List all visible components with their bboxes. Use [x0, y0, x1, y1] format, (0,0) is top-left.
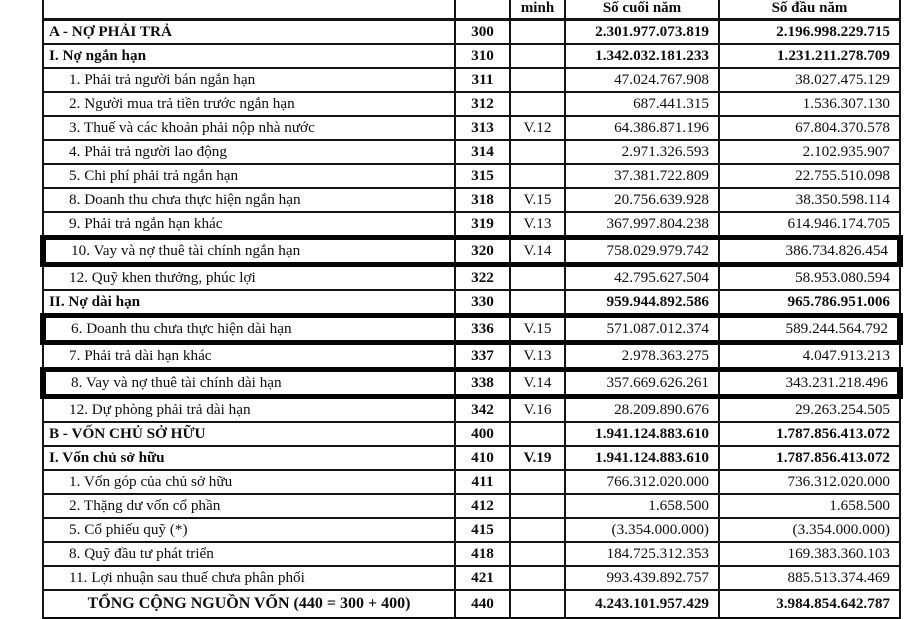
cell-item-name: 1. Phải trả người bán ngắn hạn [43, 68, 455, 92]
cell-end-of-year: 42.795.627.504 [565, 265, 719, 291]
table-row [43, 44, 900, 68]
cell-code: 300 [455, 20, 510, 45]
cell-note [510, 164, 565, 188]
cell-code: 320 [455, 238, 510, 265]
header-note-column: minh [510, 0, 565, 20]
cell-code: 412 [455, 494, 510, 518]
cell-end-of-year: 993.439.892.757 [565, 566, 719, 590]
table-row [43, 566, 900, 590]
cell-item-name: II. Nợ dài hạn [43, 290, 455, 316]
table-row [43, 188, 900, 212]
cell-note: V.13 [510, 212, 565, 238]
cell-code: 338 [455, 370, 510, 397]
table-row [43, 397, 900, 423]
cell-begin-of-year: 1.231.211.278.709 [719, 44, 900, 68]
cell-begin-of-year: 589.244.564.792 [719, 316, 900, 343]
cell-end-of-year: 1.941.124.883.610 [565, 422, 719, 446]
header-code-column [455, 0, 510, 20]
cell-begin-of-year: 169.383.360.103 [719, 542, 900, 566]
cell-item-name: 2. Người mua trả tiền trước ngắn hạn [43, 92, 455, 116]
cell-note [510, 494, 565, 518]
cell-end-of-year: 2.301.977.073.819 [565, 20, 719, 45]
cell-code: 418 [455, 542, 510, 566]
cell-code: 315 [455, 164, 510, 188]
cell-end-of-year: 1.342.032.181.233 [565, 44, 719, 68]
header-begin-of-year-column: Số đầu năm [719, 0, 900, 20]
cell-end-of-year: 367.997.804.238 [565, 212, 719, 238]
header-end-of-year-column: Số cuối năm [565, 0, 719, 20]
cell-note: V.12 [510, 116, 565, 140]
cell-begin-of-year: 38.350.598.114 [719, 188, 900, 212]
cell-item-name: 5. Chi phí phải trả ngắn hạn [43, 164, 455, 188]
cell-item-name: B - VỐN CHỦ SỞ HỮU [43, 422, 455, 446]
cell-item-name: 8. Vay và nợ thuê tài chính dài hạn [43, 370, 455, 397]
cell-note [510, 470, 565, 494]
cell-item-name: 12. Quỹ khen thưởng, phúc lợi [43, 265, 455, 291]
cell-note [510, 518, 565, 542]
cell-code: 440 [455, 590, 510, 619]
cell-code: 314 [455, 140, 510, 164]
cell-begin-of-year: 3.984.854.642.787 [719, 590, 900, 619]
cell-begin-of-year: (3.354.000.000) [719, 518, 900, 542]
cell-end-of-year: 4.243.101.957.429 [565, 590, 719, 619]
cell-item-name: 11. Lợi nhuận sau thuế chưa phân phối [43, 566, 455, 590]
cell-code: 322 [455, 265, 510, 291]
cell-item-name: 4. Phải trả người lao động [43, 140, 455, 164]
cell-code: 342 [455, 397, 510, 423]
cell-end-of-year: 184.725.312.353 [565, 542, 719, 566]
cell-begin-of-year: 22.755.510.098 [719, 164, 900, 188]
cell-note [510, 92, 565, 116]
balance-sheet-table [40, 0, 903, 619]
cell-end-of-year: (3.354.000.000) [565, 518, 719, 542]
cell-begin-of-year: 386.734.826.454 [719, 238, 900, 265]
cell-item-name: TỔNG CỘNG NGUỒN VỐN (440 = 300 + 400) [43, 590, 455, 619]
cell-note: V.16 [510, 397, 565, 423]
table-row [43, 140, 900, 164]
cell-item-name: 12. Dự phòng phải trả dài hạn [43, 397, 455, 423]
cell-end-of-year: 758.029.979.742 [565, 238, 719, 265]
table-row [43, 92, 900, 116]
cell-code: 410 [455, 446, 510, 470]
cell-code: 310 [455, 44, 510, 68]
cell-end-of-year: 64.386.871.196 [565, 116, 719, 140]
cell-code: 330 [455, 290, 510, 316]
cell-begin-of-year: 736.312.020.000 [719, 470, 900, 494]
cell-note [510, 68, 565, 92]
header-item-column [43, 0, 455, 20]
cell-end-of-year: 959.944.892.586 [565, 290, 719, 316]
cell-note: V.15 [510, 316, 565, 343]
table-row [43, 446, 900, 470]
cell-code: 421 [455, 566, 510, 590]
cell-begin-of-year: 4.047.913.213 [719, 343, 900, 370]
cell-note [510, 422, 565, 446]
cell-end-of-year: 571.087.012.374 [565, 316, 719, 343]
table-row [43, 422, 900, 446]
cell-code: 312 [455, 92, 510, 116]
cell-item-name: 3. Thuế và các khoản phải nộp nhà nước [43, 116, 455, 140]
cell-item-name: 8. Doanh thu chưa thực hiện ngắn hạn [43, 188, 455, 212]
cell-note [510, 44, 565, 68]
cell-note: V.14 [510, 370, 565, 397]
cell-code: 400 [455, 422, 510, 446]
cell-item-name: 9. Phải trả ngắn hạn khác [43, 212, 455, 238]
table-row [43, 590, 900, 619]
cell-end-of-year: 37.381.722.809 [565, 164, 719, 188]
cell-end-of-year: 2.971.326.593 [565, 140, 719, 164]
cell-note [510, 20, 565, 45]
cell-code: 319 [455, 212, 510, 238]
cell-note [510, 140, 565, 164]
cell-begin-of-year: 343.231.218.496 [719, 370, 900, 397]
table-row [43, 290, 900, 316]
cell-end-of-year: 1.658.500 [565, 494, 719, 518]
cell-code: 415 [455, 518, 510, 542]
cell-end-of-year: 1.941.124.883.610 [565, 446, 719, 470]
cell-note: V.13 [510, 343, 565, 370]
table-row [43, 116, 900, 140]
cell-note [510, 265, 565, 291]
cell-end-of-year: 20.756.639.928 [565, 188, 719, 212]
cell-item-name: I. Nợ ngắn hạn [43, 44, 455, 68]
table-row [43, 238, 900, 265]
table-row [43, 20, 900, 45]
cell-begin-of-year: 2.196.998.229.715 [719, 20, 900, 45]
cell-begin-of-year: 29.263.254.505 [719, 397, 900, 423]
cell-code: 318 [455, 188, 510, 212]
cell-note [510, 566, 565, 590]
cell-begin-of-year: 2.102.935.907 [719, 140, 900, 164]
cell-code: 313 [455, 116, 510, 140]
table-row [43, 316, 900, 343]
table-row [43, 164, 900, 188]
table-row [43, 542, 900, 566]
cell-end-of-year: 687.441.315 [565, 92, 719, 116]
table-row [43, 518, 900, 542]
cell-code: 311 [455, 68, 510, 92]
cell-item-name: 8. Quỹ đầu tư phát triển [43, 542, 455, 566]
cell-item-name: 7. Phải trả dài hạn khác [43, 343, 455, 370]
cell-code: 337 [455, 343, 510, 370]
cell-note [510, 542, 565, 566]
cell-note [510, 290, 565, 316]
cell-note: V.14 [510, 238, 565, 265]
cell-item-name: 5. Cổ phiếu quỹ (*) [43, 518, 455, 542]
cell-begin-of-year: 885.513.374.469 [719, 566, 900, 590]
cell-begin-of-year: 58.953.080.594 [719, 265, 900, 291]
cell-end-of-year: 766.312.020.000 [565, 470, 719, 494]
cell-end-of-year: 28.209.890.676 [565, 397, 719, 423]
table-header-row [43, 0, 900, 20]
table-row [43, 68, 900, 92]
table-row [43, 470, 900, 494]
cell-begin-of-year: 1.536.307.130 [719, 92, 900, 116]
table-row [43, 212, 900, 238]
cell-code: 336 [455, 316, 510, 343]
table-row [43, 343, 900, 370]
cell-note [510, 590, 565, 619]
cell-item-name: 1. Vốn góp của chủ sở hữu [43, 470, 455, 494]
cell-begin-of-year: 38.027.475.129 [719, 68, 900, 92]
cell-begin-of-year: 67.804.370.578 [719, 116, 900, 140]
table-row [43, 265, 900, 291]
cell-note: V.19 [510, 446, 565, 470]
cell-end-of-year: 47.024.767.908 [565, 68, 719, 92]
table-row [43, 494, 900, 518]
cell-begin-of-year: 965.786.951.006 [719, 290, 900, 316]
cell-code: 411 [455, 470, 510, 494]
cell-begin-of-year: 1.787.856.413.072 [719, 422, 900, 446]
cell-note: V.15 [510, 188, 565, 212]
cell-item-name: 6. Doanh thu chưa thực hiện dài hạn [43, 316, 455, 343]
cell-begin-of-year: 1.787.856.413.072 [719, 446, 900, 470]
cell-item-name: 2. Thặng dư vốn cổ phần [43, 494, 455, 518]
cell-end-of-year: 2.978.363.275 [565, 343, 719, 370]
cell-item-name: A - NỢ PHẢI TRẢ [43, 20, 455, 45]
cell-item-name: I. Vốn chủ sở hữu [43, 446, 455, 470]
cell-item-name: 10. Vay và nợ thuê tài chính ngắn hạn [43, 238, 455, 265]
cell-begin-of-year: 614.946.174.705 [719, 212, 900, 238]
cell-begin-of-year: 1.658.500 [719, 494, 900, 518]
table-row [43, 370, 900, 397]
table-body [43, 20, 900, 619]
cell-end-of-year: 357.669.626.261 [565, 370, 719, 397]
